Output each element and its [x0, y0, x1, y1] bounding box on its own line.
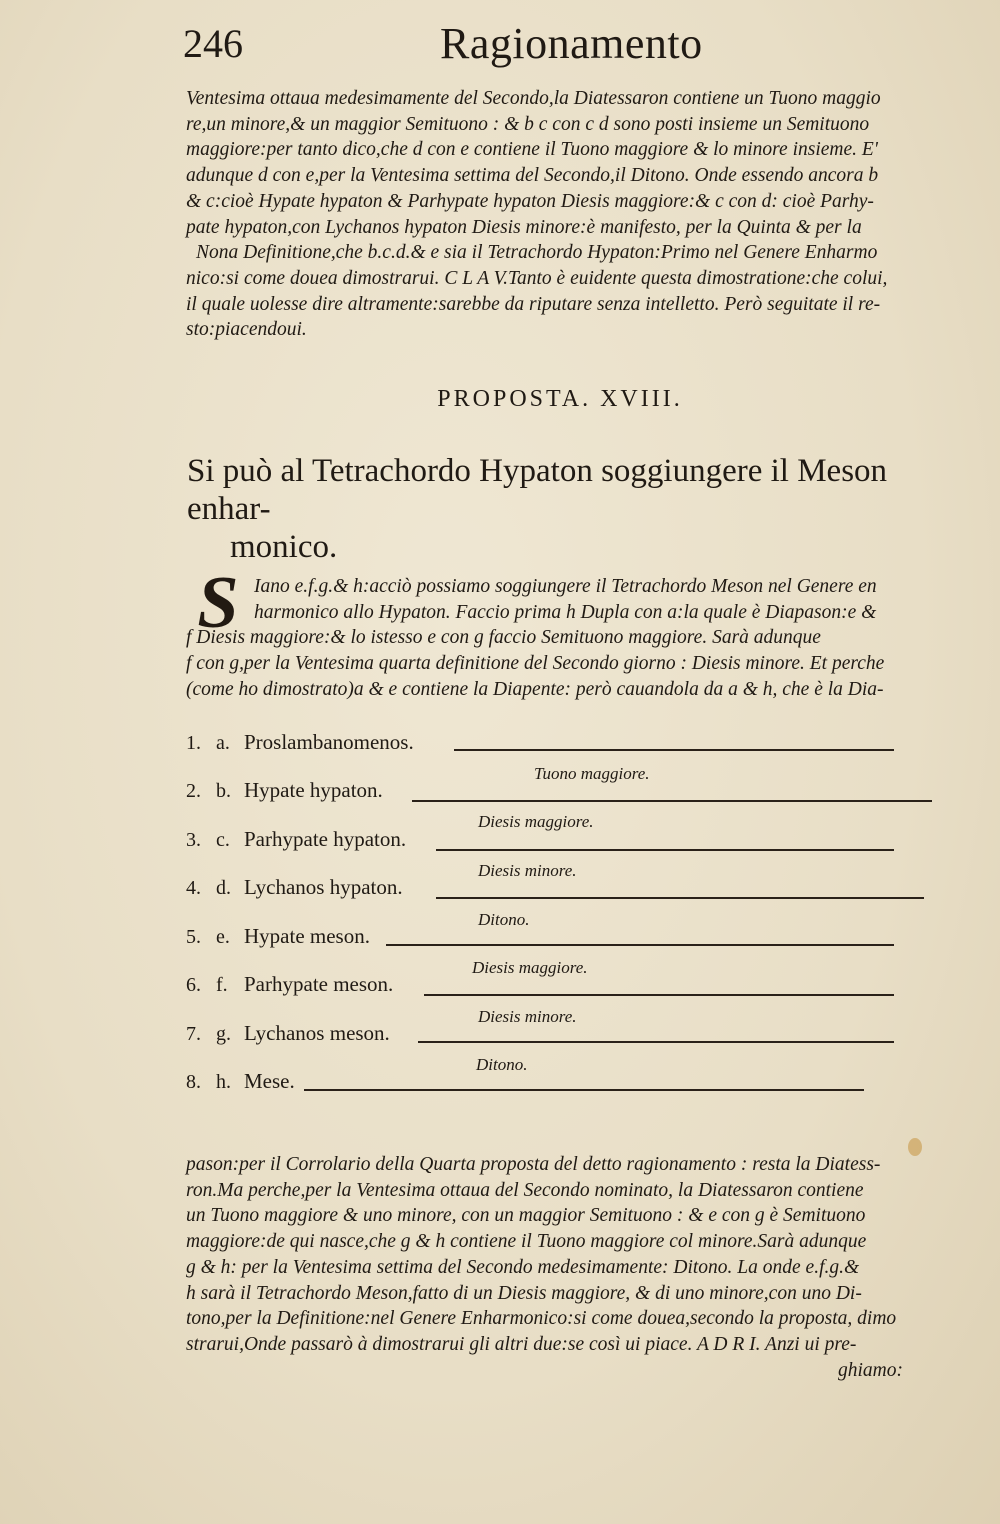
row-rule — [454, 749, 894, 752]
text-line: il quale uolesse dire altramente:sarebbe da riputare senza intelletto. Però seguitate il re- — [186, 293, 881, 315]
row-name: Hypate hypaton. — [244, 778, 383, 802]
row-name: Mese. — [244, 1069, 295, 1093]
row-name: Proslambanomenos. — [244, 730, 414, 754]
text-line: h sarà il Tetrachordo Meson,fatto di un Diesis maggiore, & di uno minore,con uno Di- — [186, 1282, 862, 1304]
row-rule — [436, 897, 924, 900]
row-rule — [304, 1089, 864, 1092]
row-letter: g. — [216, 1023, 231, 1045]
text-line: nico:si come douea dimostrarui. C L A V.Tanto è euidente questa dimostratione:che colui, — [186, 267, 888, 289]
interval-label: Ditono. — [478, 910, 530, 929]
row-rule — [436, 849, 894, 852]
row-number: 8. — [186, 1071, 201, 1093]
text-line: harmonico allo Hypaton. Faccio prima h Dupla con a:la quale è Diapason:e & — [254, 601, 877, 623]
proposition-title — [187, 452, 947, 566]
table-row — [186, 924, 946, 954]
row-letter: c. — [216, 829, 230, 851]
row-name: Hypate meson. — [244, 924, 370, 948]
row-rule — [412, 800, 932, 803]
interval-label: Diesis minore. — [478, 1007, 577, 1026]
row-rule — [424, 994, 894, 997]
row-name: Lychanos meson. — [244, 1021, 390, 1045]
decorated-initial: S — [197, 562, 239, 644]
row-number: 5. — [186, 926, 201, 948]
row-letter: f. — [216, 974, 228, 996]
text-line: pason:per il Corrolario della Quarta proposta del detto ragionamento : resta la Diatess- — [186, 1154, 881, 1175]
ink-stain — [908, 1138, 922, 1156]
table-row — [186, 1069, 946, 1099]
row-rule — [386, 944, 894, 947]
text-line: maggiore:de qui nasce,che g & h contiene il Tuono maggiore col minore.Sarà adunque — [186, 1231, 867, 1253]
paragraph-1 — [186, 86, 938, 343]
proposition-title-line: monico. — [230, 529, 338, 565]
text-line: adunque d con e,per la Ventesima settima del Secondo,il Ditono. Onde essendo ancora b — [186, 165, 879, 187]
interval-label: Diesis minore. — [478, 861, 577, 880]
row-number: 2. — [186, 780, 201, 802]
text-line: g & h: per la Ventesima settima del Secondo medesimamente: Ditono. La onde e.f.g.& — [186, 1256, 860, 1278]
interval-label: Diesis maggiore. — [472, 958, 588, 977]
proposition-title-line: Si può al Tetrachordo Hypaton soggiungere il Meson enhar- — [187, 453, 888, 527]
interval-label: Ditono. — [476, 1055, 528, 1074]
text-line: ron.Ma perche,per la Ventesima ottaua del Secondo nominato, la Diatessaron contiene — [186, 1179, 864, 1201]
table-row — [186, 730, 946, 760]
row-number: 4. — [186, 877, 201, 899]
text-line: pate hypaton,con Lychanos hypaton Diesis minore:è manifesto, per la Quinta & per la — [186, 216, 862, 238]
catchword: ghiamo: — [838, 1360, 903, 1381]
row-letter: d. — [216, 877, 231, 899]
interval-label: Diesis maggiore. — [478, 812, 594, 831]
paragraph-2 — [186, 562, 938, 703]
row-number: 7. — [186, 1023, 201, 1045]
paragraph-3 — [186, 1152, 938, 1358]
running-title: Ragionamento — [440, 19, 703, 68]
text-line: re,un minore,& un maggior Semituono : & b c con c d sono posti insieme un Semituono — [186, 113, 870, 135]
row-number: 1. — [186, 732, 201, 754]
text-line: maggiore:per tanto dico,che d con e contiene il Tuono maggiore & lo minore insieme. E' — [186, 139, 878, 161]
text-line: f con g,per la Ventesima quarta definitione del Secondo giorno : Diesis minore. Et perche — [186, 653, 885, 675]
row-name: Parhypate hypaton. — [244, 827, 407, 851]
row-letter: b. — [216, 780, 231, 802]
proposition-heading-text: PROPOSTA. XVIII. — [437, 386, 683, 412]
row-rule — [418, 1041, 894, 1044]
row-name: Lychanos hypaton. — [244, 875, 403, 899]
tetrachord-table — [186, 730, 946, 1110]
row-name: Parhypate meson. — [244, 972, 394, 996]
text-line: & c:cioè Hypate hypaton & Parhypate hypaton Diesis maggiore:& c con d: cioè Parhy- — [186, 190, 874, 212]
text-line: strarui,Onde passarò à dimostrarui gli altri due:se così ui piace. A D R I. Anzi ui pre- — [186, 1333, 857, 1355]
text-line: Ventesima ottaua medesimamente del Secondo,la Diatessaron contiene un Tuono maggio — [186, 88, 881, 109]
text-line: Nona Definitione,che b.c.d.& e sia il Tetrachordo Hypaton:Primo nel Genere Enharmo — [196, 242, 878, 264]
row-number: 6. — [186, 974, 201, 996]
page-number: 246 — [183, 21, 243, 66]
text-line: un Tuono maggiore & uno minore, con un maggior Semituono : & e con g è Semituono — [186, 1205, 866, 1227]
text-line: tono,per la Definitione:nel Genere Enharmonico:si come douea,secondo la proposta, dimo — [186, 1308, 897, 1330]
row-letter: h. — [216, 1071, 231, 1093]
row-number: 3. — [186, 829, 201, 851]
row-letter: e. — [216, 926, 230, 948]
proposition-heading — [0, 386, 1000, 413]
row-letter: a. — [216, 732, 230, 754]
text-line: (come ho dimostrato)a & e contiene la Diapente: però cauandola da a & h, che è la Dia- — [186, 678, 884, 700]
text-line: sto:piacendoui. — [186, 319, 307, 341]
text-line: f Diesis maggiore:& lo istesso e con g faccio Semituono maggiore. Sarà adunque — [186, 627, 821, 649]
interval-label: Tuono maggiore. — [534, 764, 650, 783]
text-line: Iano e.f.g.& h:acciò possiamo soggiungere il Tetrachordo Meson nel Genere en — [254, 576, 877, 597]
